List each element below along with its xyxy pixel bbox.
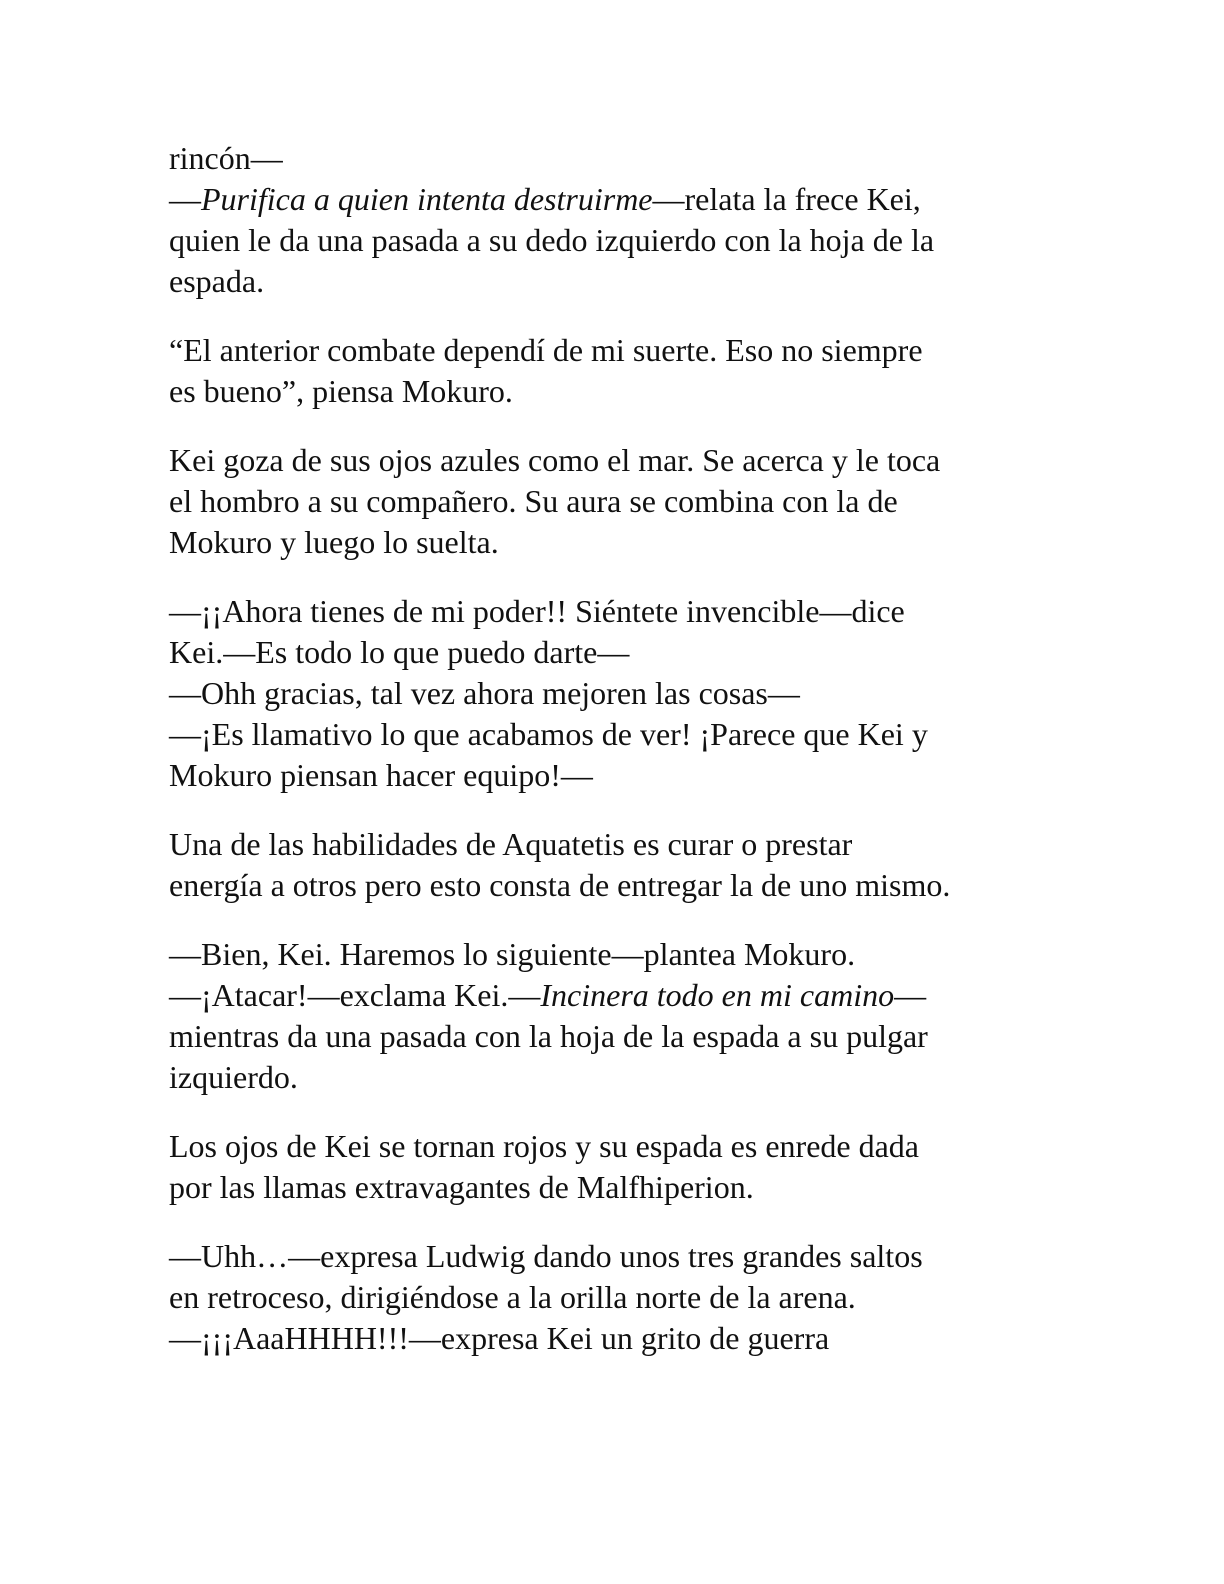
text-segment: el hombro a su compañero. Su aura se combina con la de bbox=[169, 483, 898, 519]
text-line bbox=[169, 220, 1049, 261]
text-line bbox=[169, 481, 1049, 522]
paragraph bbox=[169, 1126, 1049, 1208]
text-segment: — bbox=[894, 977, 927, 1013]
text-segment: Mokuro piensan hacer equipo!— bbox=[169, 757, 593, 793]
text-line bbox=[169, 591, 1049, 632]
text-segment: izquierdo. bbox=[169, 1059, 298, 1095]
text-line bbox=[169, 975, 1049, 1016]
text-line bbox=[169, 179, 1049, 220]
text-line bbox=[169, 1167, 1049, 1208]
text-segment: rincón— bbox=[169, 140, 283, 176]
paragraph bbox=[169, 330, 1049, 412]
text-line bbox=[169, 371, 1049, 412]
text-segment: —Ohh gracias, tal vez ahora mejoren las cosas— bbox=[169, 675, 800, 711]
text-line bbox=[169, 1236, 1049, 1277]
text-segment: energía a otros pero esto consta de entregar la de uno mismo. bbox=[169, 867, 951, 903]
text-line bbox=[169, 934, 1049, 975]
text-line bbox=[169, 824, 1049, 865]
text-line bbox=[169, 755, 1049, 796]
text-line bbox=[169, 1277, 1049, 1318]
text-line bbox=[169, 330, 1049, 371]
text-segment: mientras da una pasada con la hoja de la espada a su pulgar bbox=[169, 1018, 928, 1054]
italic-text: Purifica a quien intenta destruirme bbox=[201, 181, 653, 217]
text-segment: —relata la frece Kei, bbox=[652, 181, 921, 217]
text-segment: quien le da una pasada a su dedo izquierdo con la hoja de la bbox=[169, 222, 935, 258]
document-body bbox=[169, 138, 1049, 1387]
text-line bbox=[169, 1126, 1049, 1167]
text-segment: —Uhh…—expresa Ludwig dando unos tres grandes saltos bbox=[169, 1238, 923, 1274]
italic-text: Incinera todo en mi camino bbox=[540, 977, 895, 1013]
text-segment: “El anterior combate dependí de mi suerte. Eso no siempre bbox=[169, 332, 923, 368]
paragraph bbox=[169, 440, 1049, 563]
text-segment: Los ojos de Kei se tornan rojos y su espada es enrede dada bbox=[169, 1128, 919, 1164]
text-segment: Mokuro y luego lo suelta. bbox=[169, 524, 499, 560]
text-segment: —Bien, Kei. Haremos lo siguiente—plantea Mokuro. bbox=[169, 936, 856, 972]
text-line bbox=[169, 522, 1049, 563]
text-segment: —¡¡Ahora tienes de mi poder!! Siéntete invencible—dice bbox=[169, 593, 905, 629]
text-segment: —¡Es llamativo lo que acabamos de ver! ¡Parece que Kei y bbox=[169, 716, 928, 752]
paragraph bbox=[169, 1236, 1049, 1359]
text-segment: —¡¡¡AaaHHHH!!!—expresa Kei un grito de guerra bbox=[169, 1320, 830, 1356]
text-line bbox=[169, 1057, 1049, 1098]
text-segment: — bbox=[169, 181, 201, 217]
text-line bbox=[169, 714, 1049, 755]
paragraph bbox=[169, 824, 1049, 906]
text-line bbox=[169, 1016, 1049, 1057]
text-segment: en retroceso, dirigiéndose a la orilla norte de la arena. bbox=[169, 1279, 856, 1315]
text-segment: Kei goza de sus ojos azules como el mar. Se acerca y le toca bbox=[169, 442, 941, 478]
paragraph bbox=[169, 934, 1049, 1098]
text-line bbox=[169, 865, 1049, 906]
text-line bbox=[169, 440, 1049, 481]
text-segment: Kei.—Es todo lo que puedo darte— bbox=[169, 634, 630, 670]
text-line bbox=[169, 632, 1049, 673]
text-segment: por las llamas extravagantes de Malfhiperion. bbox=[169, 1169, 754, 1205]
text-line bbox=[169, 1318, 1049, 1359]
paragraph bbox=[169, 591, 1049, 796]
paragraph bbox=[169, 138, 1049, 302]
text-segment: —¡Atacar!—exclama Kei.— bbox=[169, 977, 541, 1013]
text-segment: Una de las habilidades de Aquatetis es curar o prestar bbox=[169, 826, 853, 862]
text-line bbox=[169, 261, 1049, 302]
text-line bbox=[169, 138, 1049, 179]
text-line bbox=[169, 673, 1049, 714]
text-segment: espada. bbox=[169, 263, 265, 299]
text-segment: es bueno”, piensa Mokuro. bbox=[169, 373, 513, 409]
